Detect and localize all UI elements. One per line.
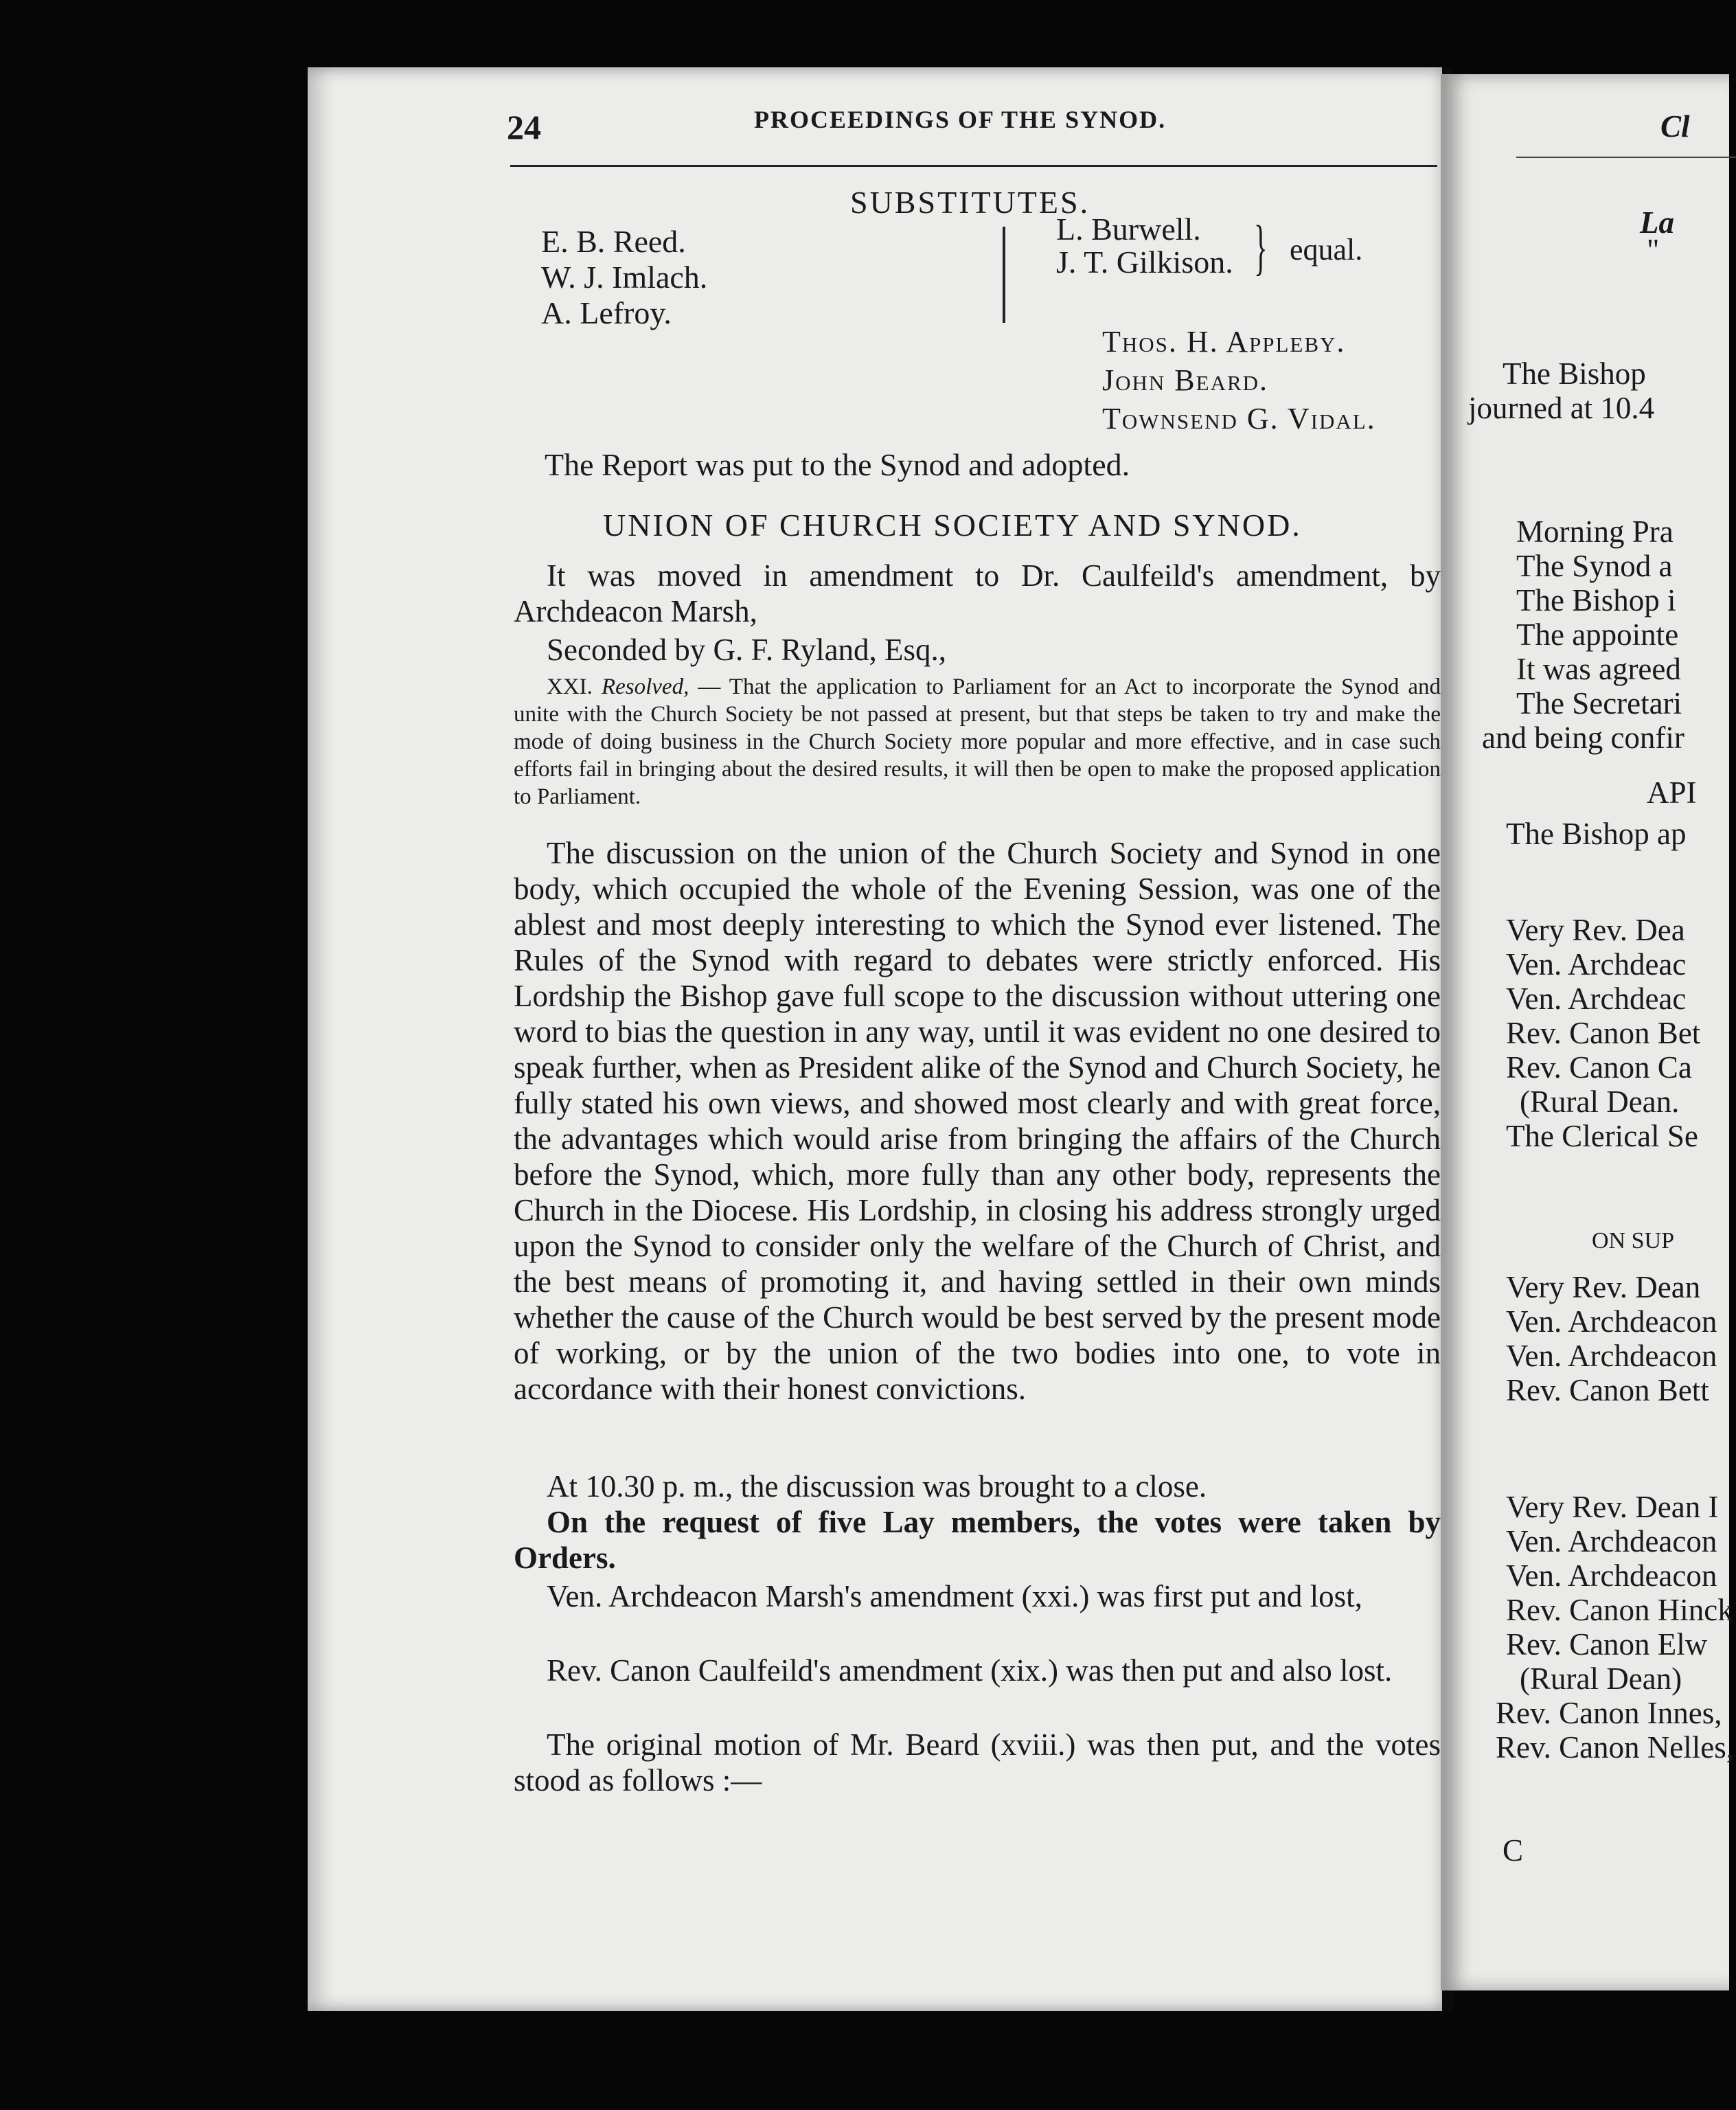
resolution-body: — That the application to Parliament for an Act to incorporate the Synod and unite with the Church Society be not passed at present, but that steps be taken to try and make the mode of doing business in the Church Society more popular and more effective, and in case such efforts fail in bringing about the desired results, it will then be open to make the proposed application to Parliament. <box>514 674 1441 809</box>
substitute-name: W. J. Imlach. <box>541 260 708 295</box>
right-page-line: The Synod a <box>1516 549 1673 583</box>
right-page-line: The Bishop i <box>1516 583 1676 617</box>
right-page-line: Ven. Archdeac <box>1506 947 1687 982</box>
right-page-line: Rev. Canon Bet <box>1506 1016 1701 1050</box>
resolution-label: Resolved, <box>601 674 689 699</box>
right-page-line: " <box>1647 233 1660 267</box>
substitutes-right-column <box>1056 213 1233 279</box>
right-page-line: (Rural Dean. <box>1520 1085 1680 1119</box>
right-page-line: La <box>1640 205 1674 240</box>
substitute-name: L. Burwell. <box>1056 212 1201 247</box>
right-page-line: API <box>1647 775 1697 810</box>
right-page-line: journed at 10.4 <box>1468 391 1655 425</box>
seconded-line: Seconded by G. F. Ryland, Esq., <box>547 633 947 667</box>
equal-note: equal. <box>1290 233 1363 266</box>
right-page-line: Ven. Archdeacon <box>1506 1558 1717 1593</box>
resolution-text <box>514 673 1441 810</box>
right-page-line: (Rural Dean) <box>1520 1661 1682 1696</box>
right-page-line: Rev. Canon Innes, <box>1496 1696 1722 1730</box>
signature: John Beard. <box>1102 363 1269 397</box>
right-page-line: The Bishop <box>1503 356 1646 391</box>
substitute-name: J. T. Gilkison. <box>1056 245 1233 280</box>
right-page-line: Ven. Archdeacon <box>1506 1339 1717 1373</box>
substitute-name: A. Lefroy. <box>541 295 672 330</box>
marsh-amendment-line: Ven. Archdeacon Marsh's amendment (xxi.) was first put and lost, <box>547 1579 1362 1613</box>
right-page-line: Rev. Canon Elw <box>1506 1627 1708 1661</box>
signature: Thos. H. Appleby. <box>1102 325 1346 359</box>
right-page-line: Ven. Archdeacon <box>1506 1524 1717 1558</box>
caulfeild-amendment-line: Rev. Canon Caulfeild's amendment (xix.) was then put and also lost. <box>547 1653 1393 1688</box>
signature: Townsend G. Vidal. <box>1102 402 1376 435</box>
discussion-paragraph: The discussion on the union of the Church Society and Synod in one body, which occupied the whole of the Evening Session, was one of the ablest and most deeply interesting to which the Synod ever listened. The Rules of the Synod with regard to debates were strictly enforced. His Lordship the Bishop gave full scope to the discussion without uttering one word to bias the question in any way, until it was evident no one desired to speak further, when as President alike of the Synod and Church Society, he fully stated his own views, and showed most clearly and with great force, the advantages which would arise from bringing the affairs of the Church before the Synod, which, more fully than any other body, represents the Church in the Diocese. His Lordship, in closing his address strongly urged upon the Synod to consider only the welfare of the Church of Christ, and the best means of promoting it, and having settled in their own minds whether the cause of the Church would be best served by the present mode of working, or by the union of the two bodies into one, to vote in accordance with their honest convictions. <box>514 836 1441 1406</box>
right-page-line: Rev. Canon Nelles, <box>1496 1730 1735 1765</box>
page-number: 24 <box>507 108 541 146</box>
resolution-number: XXI. <box>547 674 593 699</box>
right-page-line: Very Rev. Dean I <box>1506 1490 1719 1524</box>
left-page <box>308 67 1451 2011</box>
header-rule <box>510 165 1437 167</box>
brace-icon: } <box>1254 214 1268 282</box>
report-line: The Report was put to the Synod and adopted. <box>545 447 1130 482</box>
right-page-line: Rev. Canon Hinck <box>1506 1593 1733 1627</box>
right-page <box>1441 74 1735 1990</box>
right-page-line: ON SUP <box>1592 1228 1674 1253</box>
right-page-line: The Clerical Se <box>1506 1119 1698 1153</box>
moved-paragraph: It was moved in amendment to Dr. Caulfeild's amendment, by Archdeacon Marsh, <box>514 558 1441 628</box>
substitute-name: E. B. Reed. <box>541 224 686 259</box>
request-line: On the request of five Lay members, the votes were taken by Orders. <box>514 1505 1441 1575</box>
right-page-line: It was agreed <box>1516 652 1681 686</box>
right-header-rule <box>1516 157 1736 158</box>
substitutes-title: SUBSTITUTES. <box>850 185 1090 220</box>
right-page-line: Ven. Archdeac <box>1506 982 1687 1016</box>
right-page-line: Morning Pra <box>1516 514 1674 549</box>
running-head: PROCEEDINGS OF THE SYNOD. <box>754 106 1167 133</box>
right-page-line: and being confir <box>1482 721 1684 755</box>
right-page-line: Very Rev. Dean <box>1506 1270 1701 1304</box>
right-page-line: The Bishop ap <box>1506 817 1687 851</box>
column-divider <box>1003 227 1005 323</box>
close-line: At 10.30 p. m., the discussion was brought to a close. <box>547 1469 1207 1504</box>
section-heading: UNION OF CHURCH SOCIETY AND SYNOD. <box>603 508 1302 543</box>
original-motion-line: The original motion of Mr. Beard (xviii.) was then put, and the votes stood as follows :— <box>514 1727 1441 1797</box>
right-page-line: Very Rev. Dea <box>1506 913 1685 947</box>
right-page-line: C <box>1503 1833 1524 1868</box>
right-page-line: Ven. Archdeacon <box>1506 1304 1717 1339</box>
right-page-line: Rev. Canon Ca <box>1506 1050 1692 1085</box>
right-page-line: The appointe <box>1516 617 1679 652</box>
right-page-line: Cl <box>1660 109 1690 144</box>
signatures <box>1102 323 1376 438</box>
right-page-line: The Secretari <box>1516 686 1682 721</box>
substitutes-left-column <box>541 224 707 331</box>
right-page-line: Rev. Canon Bett <box>1506 1373 1709 1407</box>
